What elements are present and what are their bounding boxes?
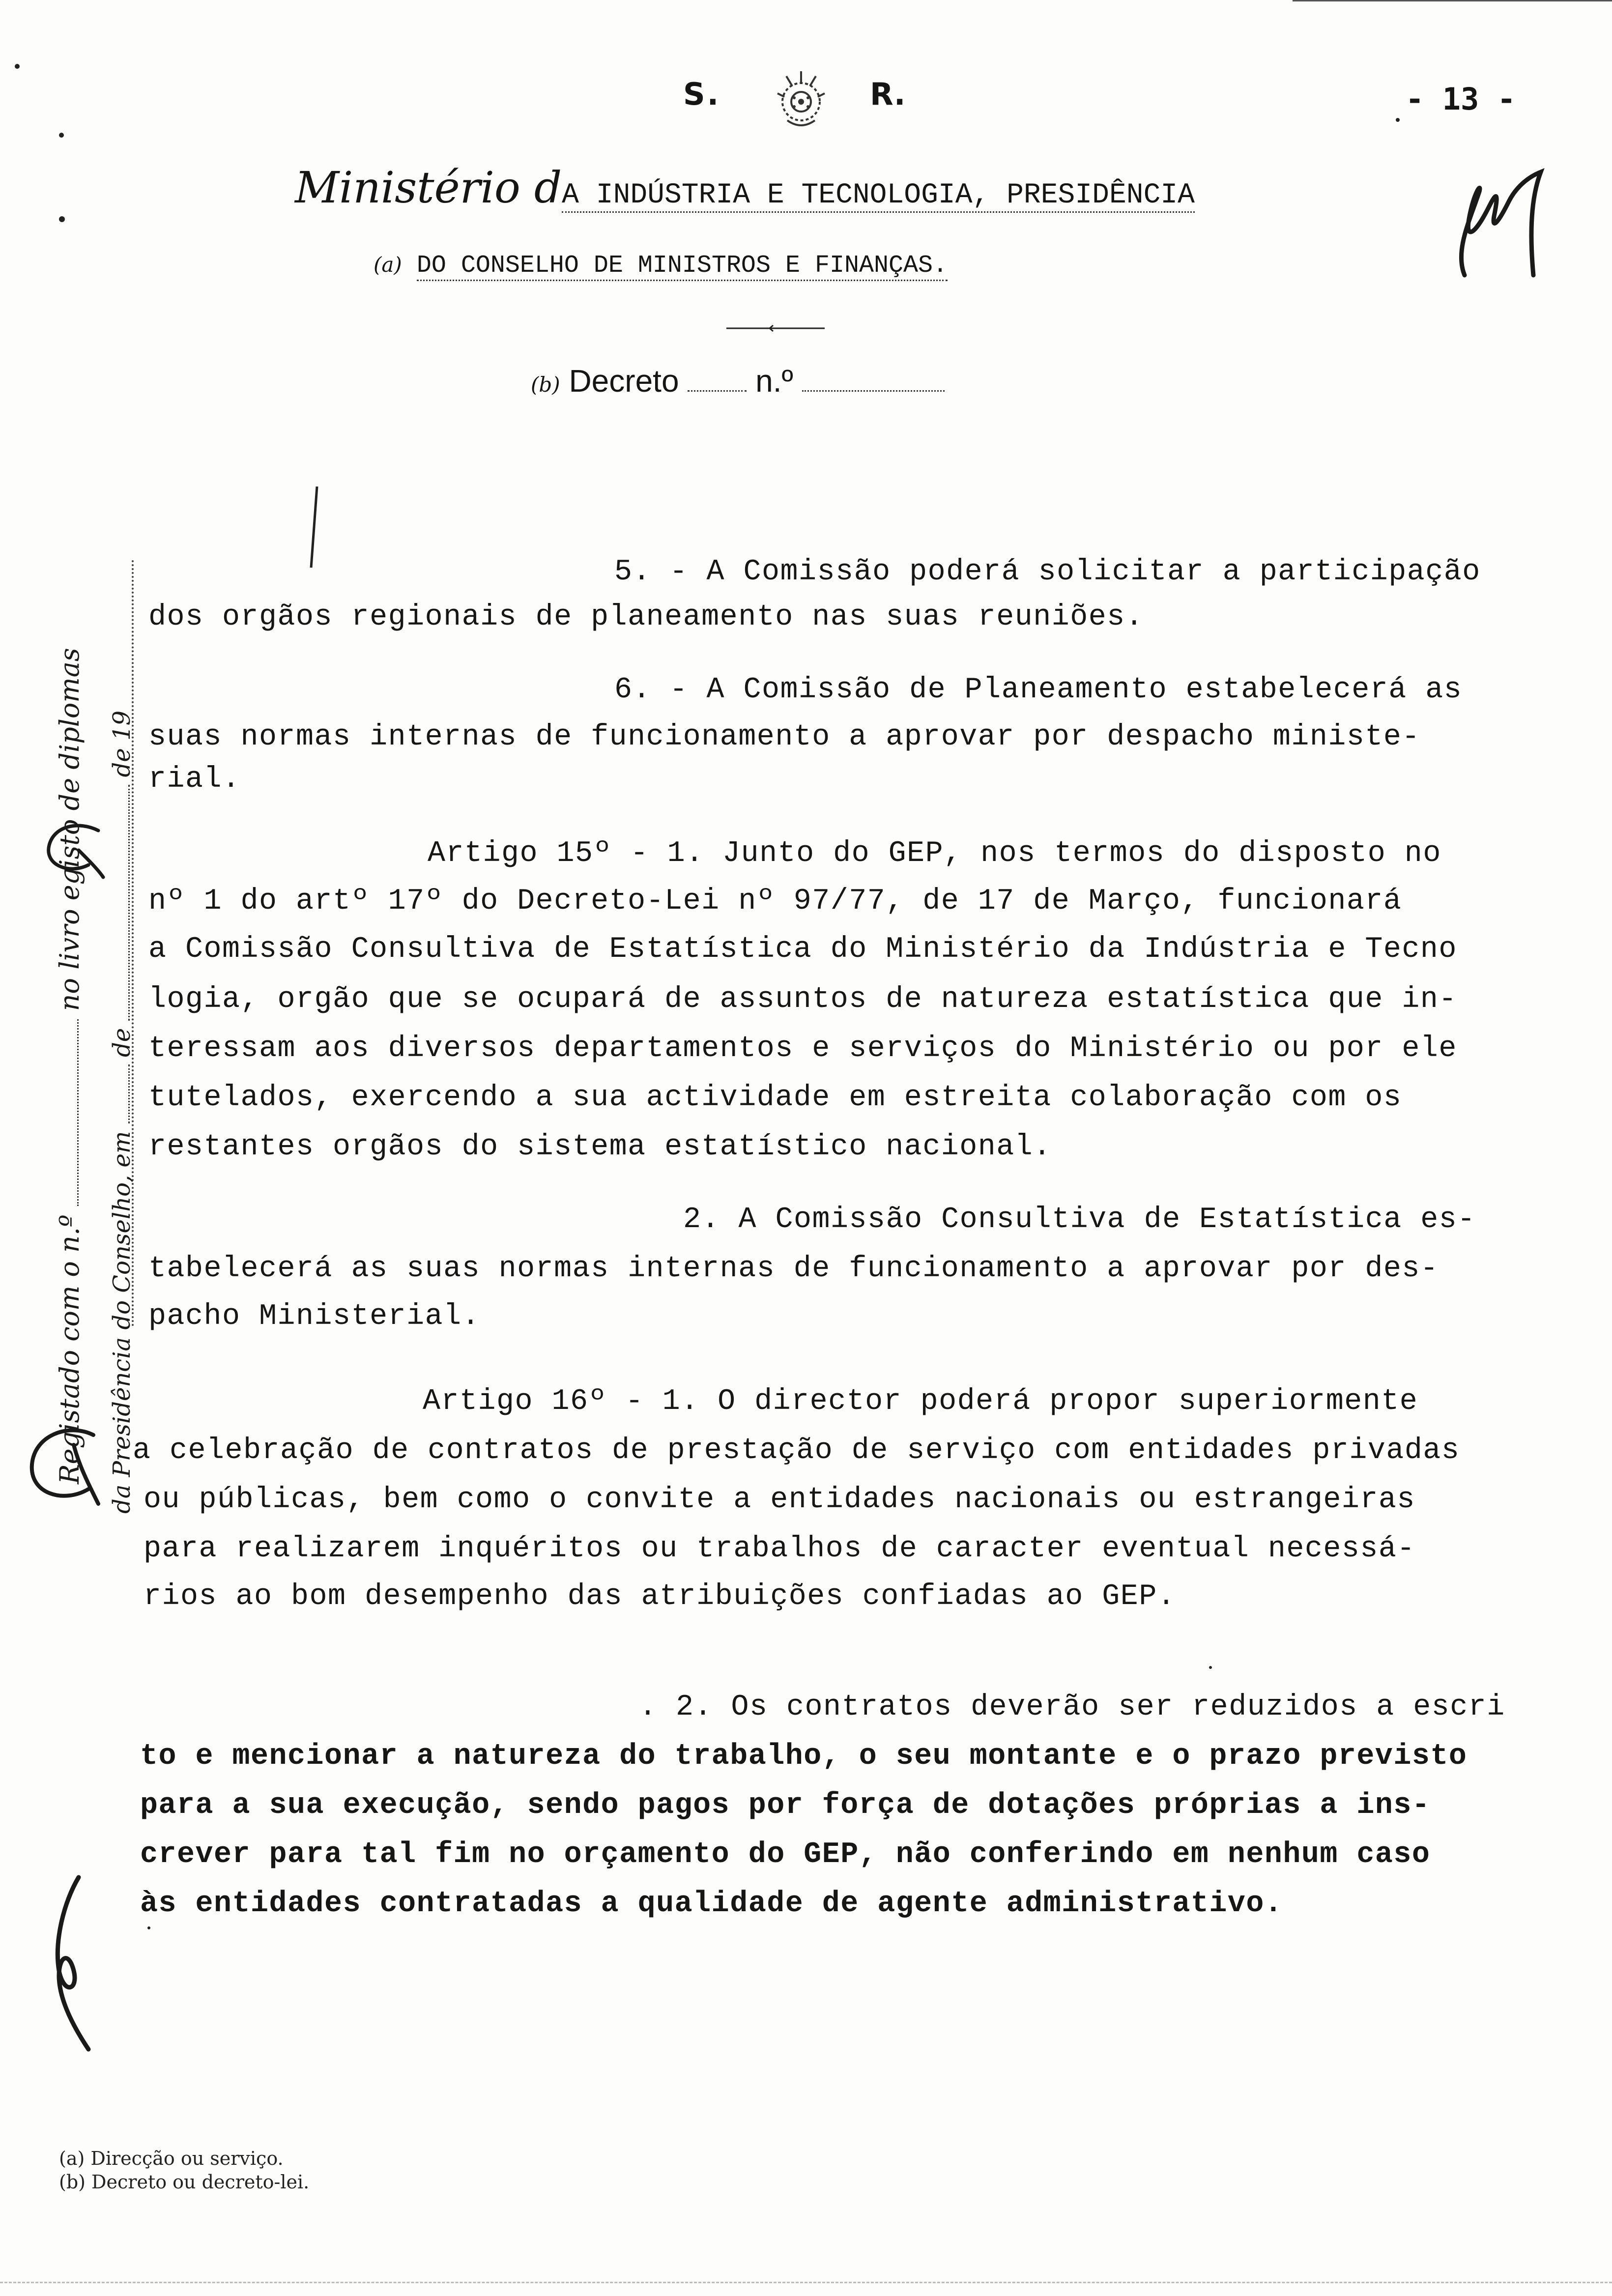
- body-line: 2. A Comissão Consultiva de Estatística es-: [683, 1203, 1476, 1236]
- pen-stroke-mark: [307, 487, 322, 570]
- decree-footnote-marker: (b): [531, 373, 560, 397]
- margin-curl-mark-top: [29, 821, 108, 880]
- scan-speck: [15, 64, 20, 69]
- margin-blank-number: [77, 1019, 79, 1206]
- margin-presidency-label: da Presidência do Conselho, em: [108, 1131, 136, 1514]
- seal-letter-s: S.: [683, 76, 721, 112]
- body-line: para realizarem inquéritos ou trabalhos de caracter eventual necessá-: [144, 1532, 1415, 1566]
- ministry-name: A INDÚSTRIA E TECNOLOGIA, PRESIDÊNCIA: [562, 179, 1195, 213]
- body-line: suas normas internas de funcionamento a aprovar por despacho ministe-: [148, 720, 1420, 754]
- body-line: dos orgãos regionais de planeamento nas suas reuniões.: [148, 601, 1144, 634]
- margin-year-label: de 19: [108, 710, 136, 777]
- body-line: restantes orgãos do sistema estatístico nacional.: [148, 1130, 1052, 1164]
- decree-number-label: n.º: [755, 363, 793, 399]
- margin-blank-date: [128, 1064, 130, 1123]
- footnote-a: (a) Direcção ou serviço.: [59, 2148, 284, 2169]
- decree-line: [531, 363, 945, 399]
- body-line: para a sua execução, sendo pagos por força de dotações próprias a ins-: [140, 1789, 1431, 1822]
- body-line: Artigo 15º - 1. Junto do GEP, nos termos do disposto no: [428, 837, 1441, 870]
- body-line: teressam aos diversos departamentos e serviços do Ministério ou por ele: [148, 1032, 1457, 1065]
- seal-letter-r: R.: [870, 76, 906, 112]
- footnote-b: (b) Decreto ou decreto-lei.: [59, 2171, 310, 2193]
- republic-seal-header: [683, 66, 929, 135]
- coat-of-arms-icon: [752, 66, 850, 135]
- body-line: . 2. Os contratos deverão ser reduzidos a escri: [639, 1691, 1505, 1724]
- scan-speck: [1209, 1666, 1212, 1669]
- council-line: [374, 252, 948, 280]
- scan-speck: [147, 1926, 150, 1929]
- top-edge-line: [1293, 0, 1612, 1]
- body-line: às entidades contratadas a qualidade de agente administrativo.: [140, 1887, 1283, 1921]
- page-number: - 13 -: [1406, 81, 1516, 117]
- body-line: to e mencionar a natureza do trabalho, o seu montante e o prazo previsto: [140, 1740, 1468, 1773]
- council-text: DO CONSELHO DE MINISTROS E FINANÇAS.: [417, 252, 948, 281]
- bottom-edge-line: [0, 2280, 1612, 2283]
- body-line: 6. - A Comissão de Planeamento estabelecerá as: [614, 673, 1463, 707]
- margin-blank-month: [128, 785, 130, 1021]
- margin-book-label: no livro: [54, 909, 85, 1011]
- scan-speck: [59, 133, 64, 138]
- handwritten-number-mark: [44, 1872, 103, 2059]
- margin-register-label: egisto de diplomas: [54, 648, 85, 901]
- body-line: rios ao bom desempenho das atribuições confiadas ao GEP.: [144, 1580, 1176, 1613]
- body-line: crever para tal fim no orçamento do GEP, não conferindo em nenhum caso: [140, 1838, 1431, 1871]
- body-line: Artigo 16º - 1. O director poderá propor superiormente: [423, 1385, 1418, 1418]
- scan-speck: [59, 216, 65, 222]
- body-line: tutelados, exercendo a sua actividade em estreita colaboração com os: [148, 1081, 1402, 1115]
- body-line: nº 1 do artº 17º do Decreto-Lei nº 97/77, de 17 de Março, funcionará: [148, 885, 1402, 918]
- body-line: tabelecerá as suas normas internas de funcionamento a aprovar por des-: [148, 1252, 1439, 1286]
- margin-registered-label: Registado com o n.º: [54, 1214, 85, 1484]
- decree-word: Decreto: [569, 363, 679, 399]
- margin-registration-text: [54, 648, 85, 1484]
- body-line: a Comissão Consultiva de Estatística do Ministério da Indústria e Tecno: [148, 933, 1457, 966]
- handwritten-signature: [1435, 162, 1563, 290]
- body-line: rial.: [148, 763, 241, 796]
- body-line: ou públicas, bem como o convite a entidades nacionais ou estrangeiras: [144, 1483, 1415, 1517]
- scan-speck: [1396, 118, 1400, 122]
- margin-de-label: de: [108, 1028, 136, 1058]
- body-line: pacho Ministerial.: [148, 1300, 481, 1333]
- margin-presidency-text: [108, 711, 136, 1514]
- body-line: 5. - A Comissão poderá solicitar a participação: [614, 555, 1481, 589]
- margin-curl-mark-bottom: [20, 1425, 103, 1509]
- council-footnote-marker: (a): [374, 253, 402, 277]
- ministry-script-label: Ministério d: [295, 162, 562, 213]
- decorative-separator: [726, 323, 825, 333]
- body-line: logia, orgão que se ocupará de assuntos de natureza estatística que in-: [148, 983, 1457, 1016]
- body-line: a celebração de contratos de prestação de serviço com entidades privadas: [133, 1434, 1460, 1467]
- ministry-heading: [295, 162, 1195, 213]
- decree-blank-1: [688, 390, 747, 392]
- decree-blank-2: [802, 390, 945, 392]
